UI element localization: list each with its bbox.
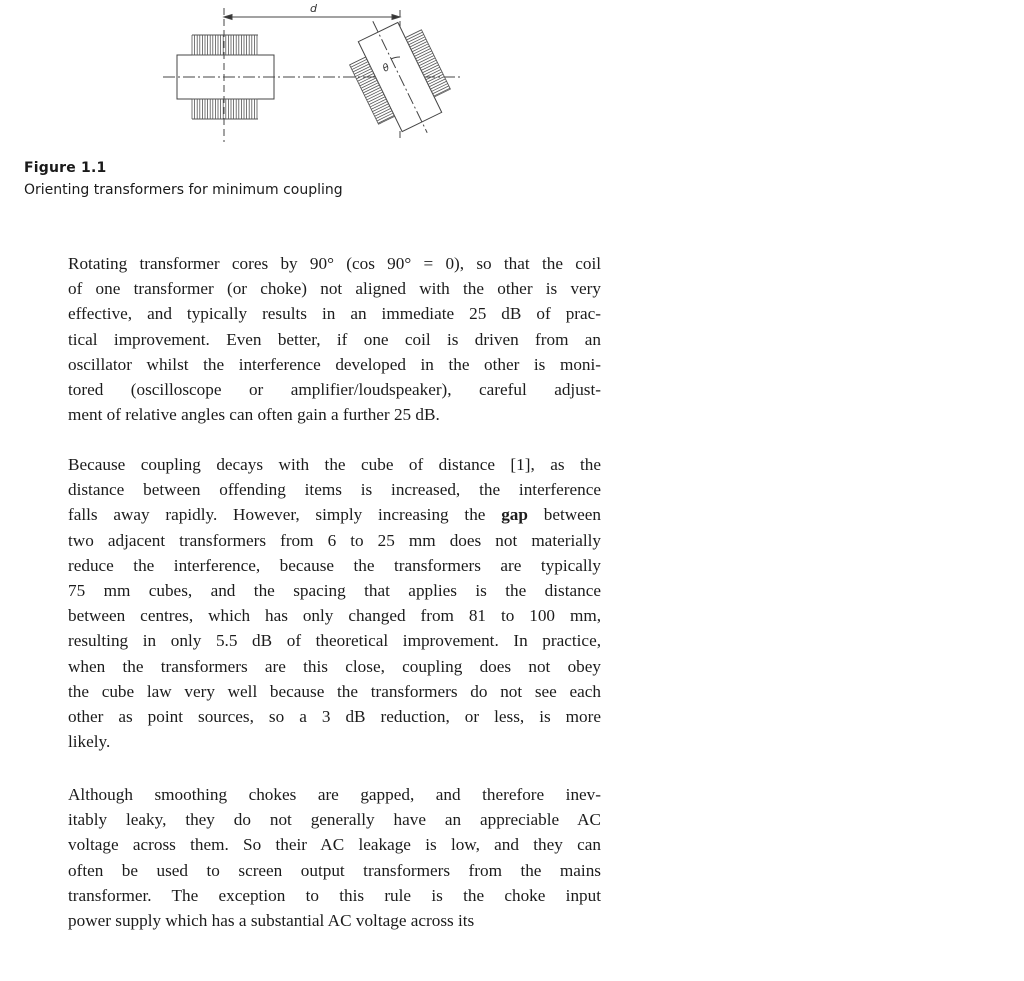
text-line: between centres, which has only changed from 81 to 100 mm, bbox=[68, 606, 601, 626]
text-line: oscillator whilst the interference developed in the other is moni- bbox=[68, 354, 601, 374]
angle-label: θ bbox=[381, 62, 392, 75]
text-line: transformer. The exception to this rule is the choke input bbox=[68, 885, 601, 905]
text-line: when the transformers are this close, coupling does not obey bbox=[68, 656, 601, 676]
text-line: Although smoothing chokes are gapped, and therefore inev- bbox=[68, 785, 601, 804]
text-line: itably leaky, they do not generally have an appreciable AC bbox=[68, 810, 601, 830]
text-line: two adjacent transformers from 6 to 25 mm does not materially bbox=[68, 530, 601, 550]
text-line: Rotating transformer cores by 90° (cos 90° = 0), so that the coil bbox=[68, 254, 601, 273]
text-line: Because coupling decays with the cube of distance [1], as the bbox=[68, 455, 601, 474]
figure-caption: Orienting transformers for minimum coupling bbox=[24, 182, 343, 198]
text-line: tical improvement. Even better, if one coil is driven from an bbox=[68, 329, 601, 349]
text-line: ment of relative angles can often gain a further 25 dB. bbox=[68, 405, 440, 425]
text-line: often be used to screen output transformers from the mains bbox=[68, 860, 601, 880]
text-line: falls away rapidly. However, simply increasing the gap between bbox=[68, 505, 601, 525]
text-line: of one transformer (or choke) not aligned with the other is very bbox=[68, 279, 601, 299]
text-line: 75 mm cubes, and the spacing that applies is the distance bbox=[68, 581, 601, 601]
figure-title: Figure 1.1 bbox=[24, 160, 107, 176]
text-line: resulting in only 5.5 dB of theoretical improvement. In practice, bbox=[68, 631, 601, 651]
text-line: the cube law very well because the transformers do not see each bbox=[68, 681, 601, 701]
bold-term: gap bbox=[501, 505, 528, 525]
text-line: distance between offending items is increased, the interference bbox=[68, 480, 601, 500]
paragraph-2 bbox=[68, 452, 601, 754]
paragraph-1 bbox=[68, 251, 601, 427]
text-line: reduce the interference, because the transformers are typically bbox=[68, 555, 601, 575]
transformer-orientation-figure bbox=[0, 0, 520, 150]
paragraph-3 bbox=[68, 782, 601, 933]
dimension-arrow bbox=[224, 15, 400, 20]
right-transformer bbox=[337, 4, 463, 150]
text-line: power supply which has a substantial AC voltage across its bbox=[68, 911, 475, 931]
text-line: voltage across them. So their AC leakage is low, and they can bbox=[68, 835, 601, 855]
text-line: likely. bbox=[68, 732, 111, 752]
text-line: tored (oscilloscope or amplifier/loudspeaker), careful adjust- bbox=[68, 380, 601, 400]
text-line: other as point sources, so a 3 dB reduction, or less, is more bbox=[68, 707, 601, 727]
text-line: effective, and typically results in an immediate 25 dB of prac- bbox=[68, 304, 601, 324]
dimension-label: d bbox=[310, 2, 317, 15]
